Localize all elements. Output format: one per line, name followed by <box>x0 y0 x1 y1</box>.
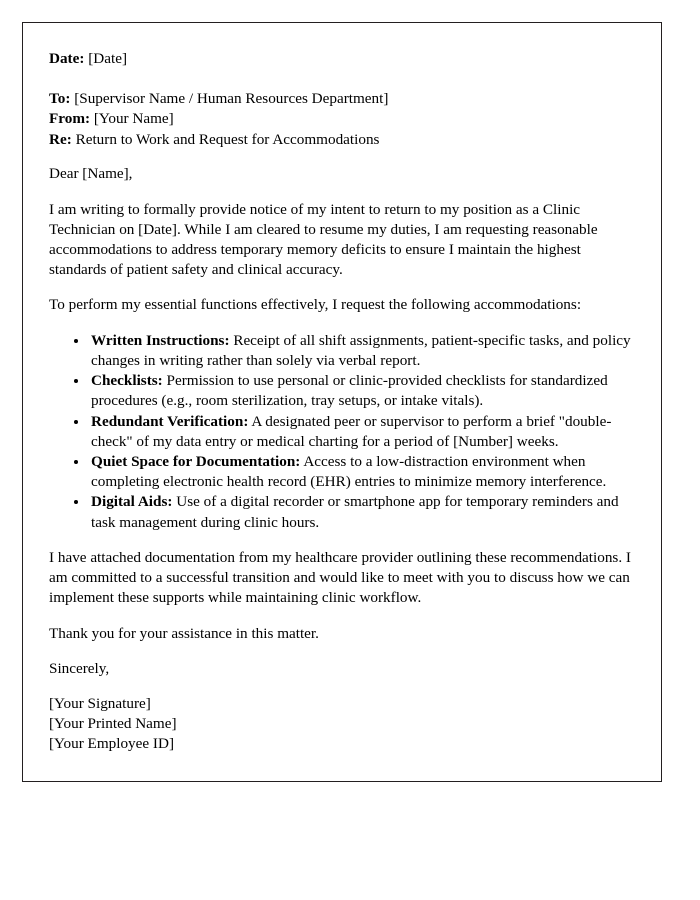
date-label: Date: <box>49 50 85 67</box>
signature-line: [Your Signature] <box>49 694 151 712</box>
to-value: [Supervisor Name / Human Resources Department] <box>74 90 389 108</box>
to-label: To: <box>49 90 71 108</box>
from-value: [Your Name] <box>93 110 174 128</box>
intro-paragraph: I am writing to formally provide notice of my intent to return to my position as a Clinic Technician on [Date]. While I am cleared to resume my duties, I am requesting reasonable accommodations to address temporary memory deficits to ensure I maintain the highest standards of patient safety and clinical accuracy. <box>49 200 598 279</box>
salutation: Dear [Name], <box>49 165 133 183</box>
accommodation-term: Redundant Verification: <box>91 412 249 430</box>
letter-border-frame <box>22 22 662 782</box>
accommodation-term: Digital Aids: <box>91 493 173 511</box>
from-line <box>49 109 637 129</box>
letter-heading-group <box>49 89 637 150</box>
request-lead-in-paragraph: To perform my essential functions effectively, I request the following accommodations: <box>49 296 582 314</box>
date-line <box>49 49 637 69</box>
accommodation-description: A designated peer or supervisor to perform a brief "double-check" of my data entry or medical charting for a period of [Number] weeks. <box>91 412 612 450</box>
accommodation-description: Permission to use personal or clinic-provided checklists for standardized procedures (e.g., room sterilization, tray setups, or intake vitals). <box>91 372 608 410</box>
accommodation-description: Use of a digital recorder or smartphone app for temporary reminders and task management during clinic hours. <box>91 493 619 531</box>
re-label: Re: <box>49 130 72 148</box>
accommodation-term: Quiet Space for Documentation: <box>91 453 301 470</box>
signature-block <box>49 694 637 755</box>
accommodation-term: Checklists: <box>91 372 163 390</box>
accommodation-description: Access to a low-distraction environment when completing electronic health record (EHR) entries to minimize memory interference. <box>91 453 607 491</box>
letter-content <box>23 23 661 775</box>
list-item <box>89 492 637 532</box>
from-label: From: <box>49 110 91 128</box>
printed-name-line: [Your Printed Name] <box>49 715 177 733</box>
closing-line: Sincerely, <box>49 659 110 677</box>
accommodation-term: Written Instructions: <box>91 331 230 349</box>
re-line <box>49 130 637 150</box>
thanks-paragraph: Thank you for your assistance in this matter. <box>49 624 319 642</box>
list-item <box>89 452 637 492</box>
date-value: [Date] <box>88 50 128 67</box>
to-line <box>49 89 637 109</box>
list-item <box>89 331 637 371</box>
accommodations-list <box>49 331 637 533</box>
list-item <box>89 371 637 411</box>
attachment-paragraph: I have attached documentation from my healthcare provider outlining these recommendations. I am committed to a successful transition and would like to meet with you to discuss how we can implement these supports while maintaining clinic workflow. <box>49 548 631 607</box>
re-value: Return to Work and Request for Accommodations <box>75 130 380 148</box>
employee-id-line: [Your Employee ID] <box>49 735 174 753</box>
accommodation-description: Receipt of all shift assignments, patient-specific tasks, and policy changes in writing rather than solely via verbal report. <box>91 331 631 369</box>
list-item <box>89 412 637 452</box>
